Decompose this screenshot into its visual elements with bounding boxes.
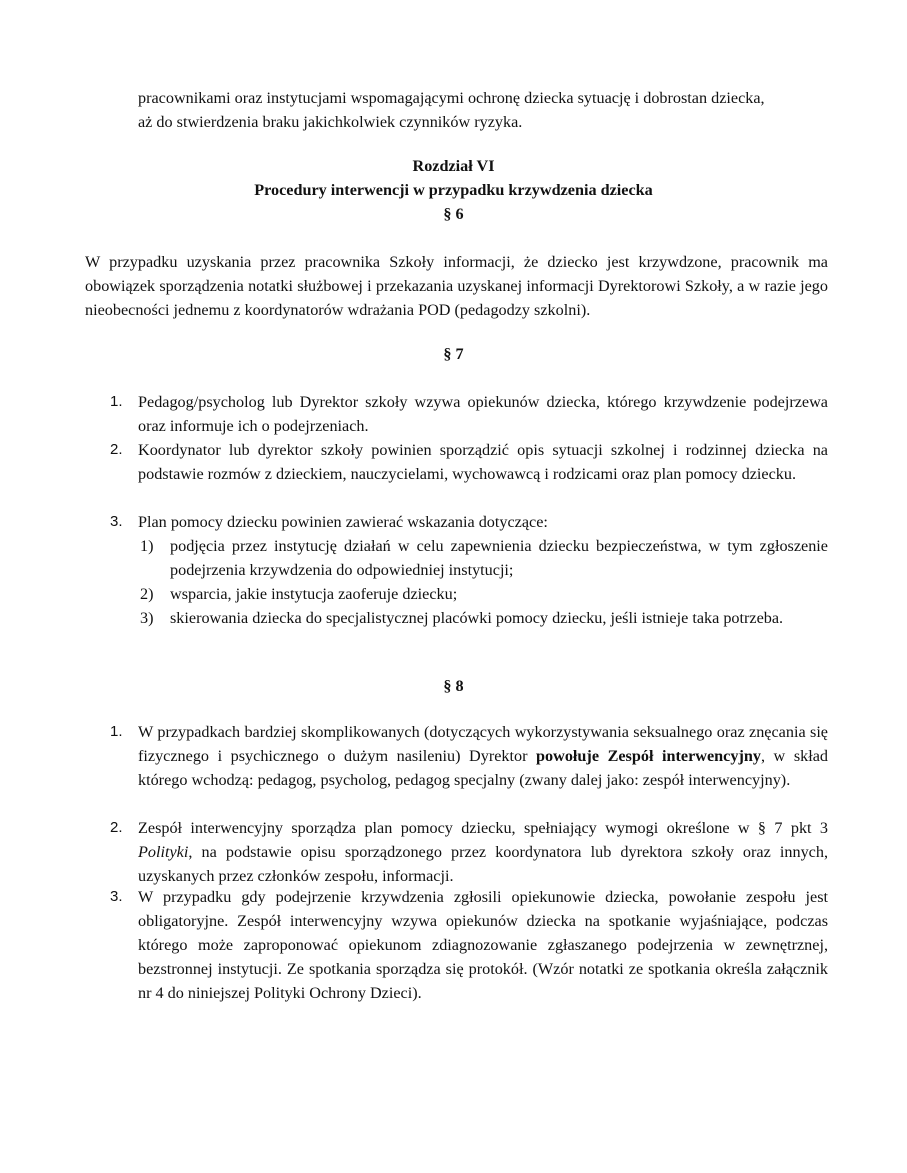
s8-item-2-emphasis: Polityki <box>138 843 189 861</box>
s7-subitem-2-text: wsparcia, jakie instytucja zaoferuje dziecku; <box>170 585 458 603</box>
s7-subitem-1-text: podjęcia przez instytucję działań w celu zapewnienia dziecku bezpieczeństwa, w tym zgłoszenie podejrzenia krzywdzenia do odpowiedniej instytucji; <box>170 537 828 579</box>
s8-item-1-number: 1. <box>110 723 123 740</box>
s8-item-1-text <box>138 720 828 792</box>
s8-item-1-text-c: , w skład którego wchodzą: pedagog, psycholog, pedagog specjalny (zwany dalej jako: zespół interwencyjny). <box>138 747 828 789</box>
s7-item-2-number: 2. <box>110 441 123 458</box>
s7-item-3-number: 3. <box>110 513 123 530</box>
intro-paragraph <box>138 86 828 134</box>
section-7-heading: § 7 <box>443 345 464 363</box>
section-6-paragraph: W przypadku uzyskania przez pracownika Szkoły informacji, że dziecko jest krzywdzone, pracownik ma obowiązek sporządzenia notatki służbowej i przekazania uzyskanej informacji Dyrektorowi Szkoły, a w razie jego nieobecności jednemu z koordynatorów wdrażania POD (pedagodzy szkolni). <box>85 253 828 319</box>
chapter-header <box>0 154 907 226</box>
s7-item-1-text: Pedagog/psycholog lub Dyrektor szkoły wzywa opiekunów dziecka, którego krzywdzenie podejrzewa oraz informuje ich o podejrzeniach. <box>138 393 828 435</box>
s7-subitem-2-number: 2) <box>140 585 154 603</box>
s7-item-3-text: Plan pomocy dziecku powinien zawierać wskazania dotyczące: <box>138 513 548 531</box>
s7-subitem-1-number: 1) <box>140 537 154 555</box>
s7-subitem-3-number: 3) <box>140 609 154 627</box>
chapter-title: Procedury interwencji w przypadku krzywdzenia dziecka <box>254 181 653 199</box>
s8-item-3-number: 3. <box>110 888 123 905</box>
s7-item-2-text: Koordynator lub dyrektor szkoły powinien sporządzić opis sytuacji szkolnej i rodzinnej dziecka na podstawie rozmów z dzieckiem, nauczycielami, wychowawcą i rodzicami oraz plan pomocy dziecku. <box>138 441 828 483</box>
s8-item-1-emphasis: powołuje Zespół interwencyjny <box>536 747 761 765</box>
s8-item-2-text-a: Zespół interwencyjny sporządza plan pomocy dziecku, spełniający wymogi określone w § 7 pkt 3 <box>138 819 828 837</box>
s8-item-2-number: 2. <box>110 819 123 836</box>
s8-item-2-text <box>138 816 828 888</box>
section-6-heading: § 6 <box>443 205 464 223</box>
s8-item-2-text-c: , na podstawie opisu sporządzonego przez koordynatora lub dyrektora szkoły oraz innych, uzyskanych przez członków zespołu, informacji. <box>138 843 828 885</box>
s7-subitem-3-text: skierowania dziecka do specjalistycznej placówki pomocy dziecku, jeśli istnieje taka potrzeba. <box>170 609 784 627</box>
chapter-label: Rozdział VI <box>412 157 495 175</box>
section-8-heading: § 8 <box>443 677 464 695</box>
intro-line-2: aż do stwierdzenia braku jakichkolwiek czynników ryzyka. <box>138 113 523 131</box>
s8-item-1-text-a: W przypadkach bardziej skomplikowanych (dotyczących wykorzystywania seksualnego oraz znęcania się fizycznego i psychicznego o dużym nasileniu) Dyrektor <box>138 723 828 765</box>
intro-line-1: pracownikami oraz instytucjami wspomagającymi ochronę dziecka sytuację i dobrostan dziecka, <box>138 89 765 107</box>
s8-item-3-text: W przypadku gdy podejrzenie krzywdzenia zgłosili opiekunowie dziecka, powołanie zespołu jest obligatoryjne. Zespół interwencyjny wzywa opiekunów dziecka na spotkanie wyjaśniające, podczas którego może zaproponować opiekunom zdiagnozowanie zgłaszanego podejrzenia w zewnętrznej, bezstronnej instytucji. Ze spotkania sporządza się protokół. (Wzór notatki ze spotkania określa załącznik nr 4 do niniejszej Polityki Ochrony Dzieci). <box>138 888 828 1002</box>
s7-item-1-number: 1. <box>110 393 123 410</box>
